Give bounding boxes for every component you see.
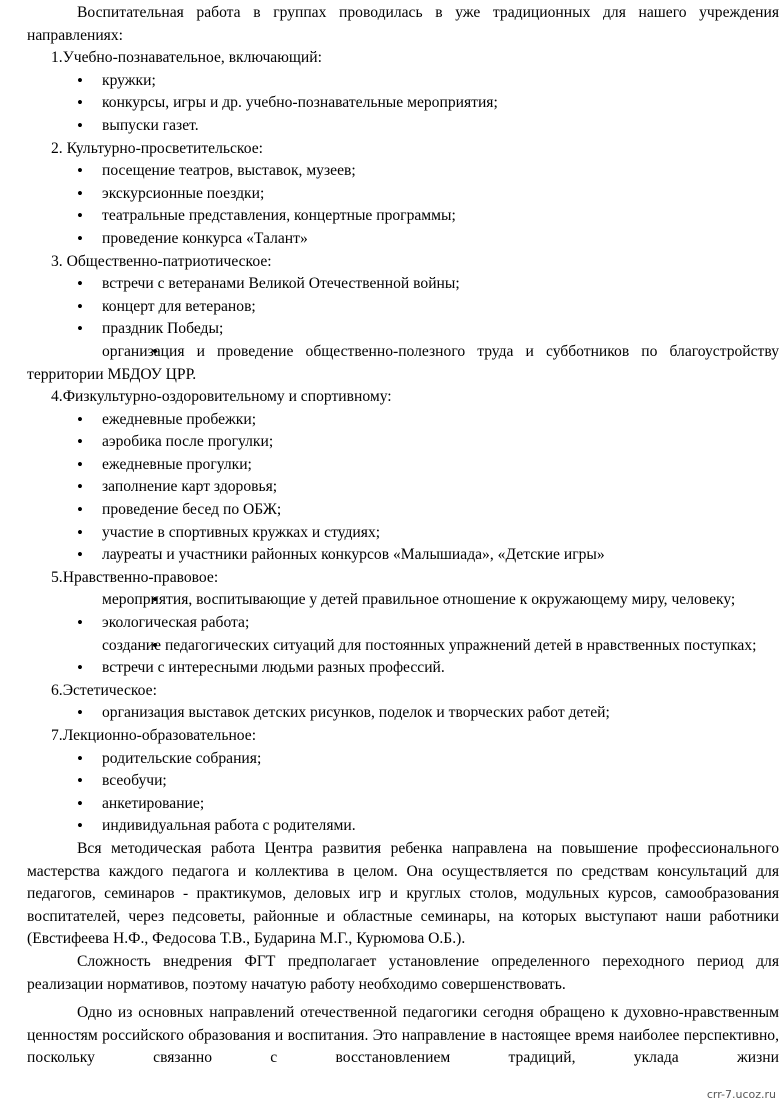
list-item: • индивидуальная работа с родителями. [27, 815, 779, 838]
values-paragraph: Одно из основных направлений отечественной педагогики сегодня обращено к духовно-нравственным ценностям российского образования и воспитания. Это направление в настоящее время наиболее перспективно, поскольку связанно с восстановлением традиций, уклада жизни [27, 1004, 779, 1067]
section-title: 5.Нравственно-правовое: [51, 568, 219, 586]
bullet-list [27, 702, 779, 725]
methodical-work-paragraph: Вся методическая работа Центра развития ребенка направлена на повышение профессионального мастерства каждого педагога и коллектива в целом. Она осуществляется по средствам консультаций для педагогов, семинаров - практикумов, деловых игр и круглых столов, модульных курсов, самообразования воспитателей, через педсоветы, районные и областные семинары, на которых выступают наши работники (Евстифеева Н.Ф., Федосова Т.В., Бударина М.Г., Курюмова О.Б.). [27, 839, 779, 948]
list-item: • концерт для ветеранов; [27, 296, 779, 319]
list-item: • встречи с интересными людьми разных профессий. [27, 657, 779, 680]
list-item: • экологическая работа; [27, 612, 779, 635]
section-title: 2. Культурно-просветительское: [51, 139, 263, 157]
section-title: 6.Эстетическое: [51, 681, 157, 699]
list-item: • лауреаты и участники районных конкурсов «Малышиада», «Детские игры» [27, 544, 779, 567]
bullet-list [27, 160, 779, 250]
list-item: • создание педагогических ситуаций для постоянных упражнений детей в нравственных поступках; [27, 635, 779, 658]
section-5 [27, 567, 779, 680]
fgt-paragraph: Сложность внедрения ФГТ предполагает установление определенного переходного период для реализации нормативов, поэтому начатую работу необходимо совершенствовать. [27, 952, 779, 993]
section-title: 3. Общественно-патриотическое: [51, 252, 272, 270]
bullet-list [27, 589, 779, 679]
list-item: • анкетирование; [27, 793, 779, 816]
list-item: • ежедневные прогулки; [27, 454, 779, 477]
list-item: • всеобучи; [27, 770, 779, 793]
section-2 [27, 138, 779, 251]
sections [27, 47, 779, 838]
list-item: • родительские собрания; [27, 748, 779, 771]
list-item: • конкурсы, игры и др. учебно-познавательные мероприятия; [27, 92, 779, 115]
bullet-list [27, 70, 779, 138]
section-6 [27, 680, 779, 725]
bullet-list [27, 748, 779, 838]
bullet-list [27, 409, 779, 567]
list-item: • посещение театров, выставок, музеев; [27, 160, 779, 183]
list-item: • заполнение карт здоровья; [27, 476, 779, 499]
section-7 [27, 725, 779, 838]
section-title: 1.Учебно-познавательное, включающий: [51, 49, 322, 67]
list-item: • экскурсионные поездки; [27, 183, 779, 206]
section-3 [27, 251, 779, 387]
section-title: 4.Физкультурно-оздоровительному и спортивному: [51, 388, 392, 406]
list-item: • театральные представления, концертные программы; [27, 205, 779, 228]
list-item: • мероприятия, воспитывающие у детей правильное отношение к окружающему миру, человеку; [27, 589, 779, 612]
list-item: • выпуски газет. [27, 115, 779, 138]
list-item: • участие в спортивных кружках и студиях; [27, 522, 779, 545]
list-item: • аэробика после прогулки; [27, 431, 779, 454]
bullet-list [27, 273, 779, 386]
list-item: • проведение конкурса «Талант» [27, 228, 779, 251]
list-item: • организация выставок детских рисунков, поделок и творческих работ детей; [27, 702, 779, 725]
section-4 [27, 386, 779, 567]
list-item: • ежедневные пробежки; [27, 409, 779, 432]
list-item: • кружки; [27, 70, 779, 93]
site-watermark: crr-7.ucoz.ru [706, 1088, 776, 1101]
document-page [27, 2, 779, 1070]
section-1 [27, 47, 779, 137]
list-item: • проведение бесед по ОБЖ; [27, 499, 779, 522]
list-item: • организация и проведение общественно-полезного труда и субботников по благоустройству территории МБДОУ ЦРР. [27, 341, 779, 386]
list-item: • праздник Победы; [27, 318, 779, 341]
list-item: • встречи с ветеранами Великой Отечественной войны; [27, 273, 779, 296]
intro-paragraph: Воспитательная работа в группах проводилась в уже традиционных для нашего учреждения направлениях: [27, 4, 779, 44]
section-title: 7.Лекционно-образовательное: [51, 727, 257, 744]
